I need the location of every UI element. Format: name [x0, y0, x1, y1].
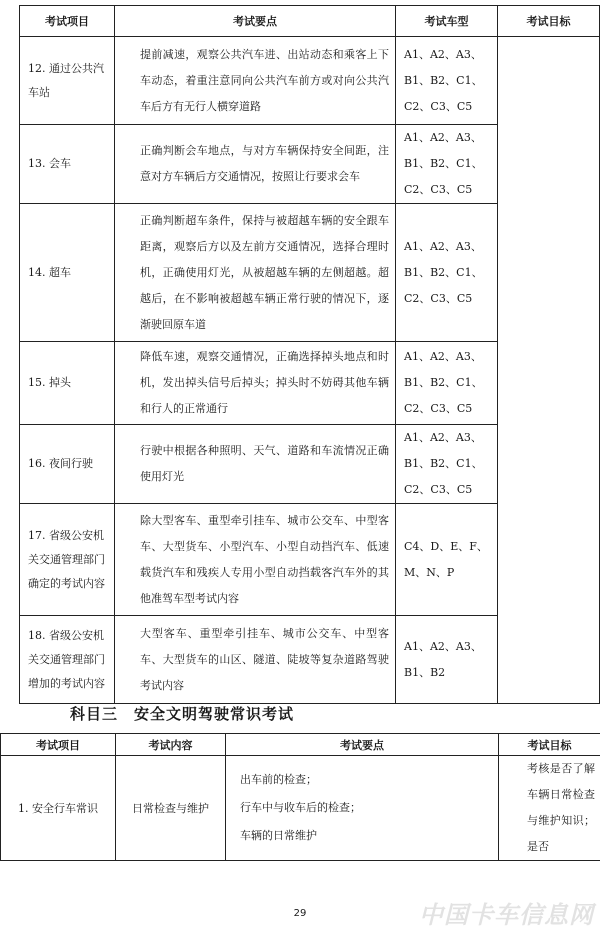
row-item: 1. 安全行车常识 [1, 756, 116, 861]
table-header-row [1, 734, 600, 756]
requirement-text: 除大型客车、重型牵引挂车、城市公交车、中型客车、大型货车、小型汽车、小型自动挡汽车、低速载货汽车和残疾人专用小型自动挡载客汽车外的其他准驾车型考试内容 [120, 508, 389, 612]
row-item: 14. 超车 [20, 204, 115, 342]
header-exam-goal: 考试目标 [499, 734, 600, 756]
row-vehicles: A1、A2、A3、B1、B2、C1、C2、C3、C5 [396, 125, 498, 204]
header-exam-item: 考试项目 [20, 6, 115, 37]
page-number: 29 [0, 908, 600, 919]
row-points [226, 756, 499, 861]
requirement-text: 降低车速，观察交通情况，正确选择掉头地点和时机，发出掉头信号后掉头；掉头时不妨碍其他车辆和行人的正常通行 [120, 344, 389, 422]
requirement-text: 提前减速，观察公共汽车进、出站动态和乘客上下车动态，着重注意同向公共汽车前方或对向公共汽车后方有无行人横穿道路 [120, 42, 389, 120]
row-requirement [115, 125, 396, 204]
point-line: 出车前的检查； [240, 766, 493, 794]
header-exam-goal: 考试目标 [498, 6, 600, 37]
row-item: 17. 省级公安机关交通管理部门确定的考试内容 [20, 504, 115, 616]
point-line: 车辆的日常维护 [240, 822, 493, 850]
row-requirement [115, 616, 396, 704]
header-exam-item: 考试项目 [1, 734, 116, 756]
requirement-text: 行驶中根据各种照明、天气、道路和车流情况正确使用灯光 [120, 438, 389, 490]
exam-table-subject-two [19, 5, 600, 704]
row-goal [499, 756, 600, 861]
row-requirement [115, 504, 396, 616]
row-requirement [115, 37, 396, 125]
header-exam-content: 考试内容 [116, 734, 226, 756]
row-vehicles: A1、A2、A3、B1、B2、C1、C2、C3、C5 [396, 425, 498, 504]
row-item: 12. 通过公共汽车站 [20, 37, 115, 125]
requirement-text: 正确判断超车条件，保持与被超越车辆的安全跟车距离，观察后方以及左前方交通情况，选择合理时机，正确使用灯光，从被超越车辆的左侧超越。超越后，在不影响被超越车辆正常行驶的情况下，逐渐驶回原车道 [120, 208, 389, 338]
row-item: 15. 掉头 [20, 342, 115, 425]
row-requirement [115, 342, 396, 425]
row-vehicles: C4、D、E、F、M、N、P [396, 504, 498, 616]
row-requirement [115, 425, 396, 504]
goal-cell-empty [498, 37, 600, 704]
requirement-text: 大型客车、重型牵引挂车、城市公交车、中型客车、大型货车的山区、隧道、陡坡等复杂道路驾驶考试内容 [120, 621, 389, 699]
header-exam-points: 考试要点 [115, 6, 396, 37]
requirement-text: 正确判断会车地点，与对方车辆保持安全间距，注意对方车辆后方交通情况，按照让行要求会车 [120, 138, 389, 190]
row-vehicles: A1、A2、A3、B1、B2 [396, 616, 498, 704]
exam-table-subject-three [0, 733, 600, 861]
row-content: 日常检查与维护 [116, 756, 226, 861]
goal-text: 考核是否了解车辆日常检查与维护知识；是否 [507, 756, 595, 860]
row-item: 16. 夜间行驶 [20, 425, 115, 504]
watermark-logo: 中国卡车信息网 [419, 895, 594, 930]
table-row [20, 37, 600, 125]
row-requirement [115, 204, 396, 342]
header-vehicle-types: 考试车型 [396, 6, 498, 37]
row-vehicles: A1、A2、A3、B1、B2、C1、C2、C3、C5 [396, 204, 498, 342]
table-row [1, 756, 600, 861]
header-exam-points: 考试要点 [226, 734, 499, 756]
row-vehicles: A1、A2、A3、B1、B2、C1、C2、C3、C5 [396, 342, 498, 425]
section-title: 科目三 安全文明驾驶常识考试 [70, 703, 294, 724]
table-header-row [20, 6, 600, 37]
row-vehicles: A1、A2、A3、B1、B2、C1、C2、C3、C5 [396, 37, 498, 125]
row-item: 13. 会车 [20, 125, 115, 204]
point-line: 行车中与收车后的检查； [240, 794, 493, 822]
row-item: 18. 省级公安机关交通管理部门增加的考试内容 [20, 616, 115, 704]
